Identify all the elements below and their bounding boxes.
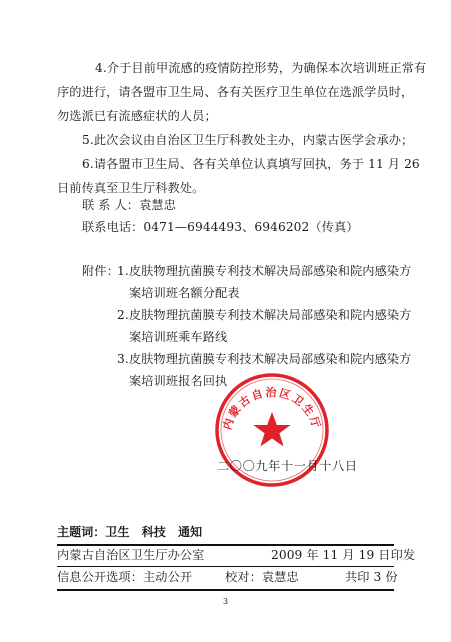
attachment-1-line-1: 1.皮肤物理抗菌膜专利技术解决局部感染和院内感染方 bbox=[117, 264, 412, 278]
print-copies: 共印 3 份 bbox=[345, 570, 398, 584]
document-date: 二〇〇九年十一月十八日 bbox=[217, 459, 358, 473]
subject-words: 主题词：卫生 科技 通知 bbox=[57, 525, 203, 539]
issuing-office: 内蒙古自治区卫生厅办公室 bbox=[57, 548, 205, 562]
paragraph-4-line-2: 序的进行，请各盟市卫生局、各有关医疗卫生单位在选派学员时， bbox=[57, 85, 414, 99]
contact-phone: 联系电话：0471—6944493、6946202（传真） bbox=[82, 220, 359, 234]
issue-date: 2009 年 11 月 19 日印发 bbox=[271, 548, 416, 562]
attachment-2-line-1: 2.皮肤物理抗菌膜专利技术解决局部感染和院内感染方 bbox=[117, 308, 412, 322]
footer-rule-middle bbox=[57, 566, 394, 567]
attachment-2-line-2: 案培训班乘车路线 bbox=[129, 330, 228, 344]
paragraph-6-line-1: 6.请各盟市卫生局、各有关单位认真填写回执，务于 11 月 26 bbox=[82, 157, 420, 171]
paragraph-4-line-3: 勿选派已有流感症状的人员； bbox=[57, 109, 217, 123]
seal-star-icon bbox=[253, 412, 290, 447]
attachment-3-line-2: 案培训班报名回执 bbox=[129, 374, 228, 388]
attachment-1-line-2: 案培训班名额分配表 bbox=[129, 286, 240, 300]
attachment-3-line-1: 3.皮肤物理抗菌膜专利技术解决局部感染和院内感染方 bbox=[117, 352, 412, 366]
paragraph-6-line-2: 日前传真至卫生厅科教处。 bbox=[57, 181, 205, 195]
paragraph-4-line-1: 4.介于目前甲流感的疫情防控形势，为确保本次培训班正常有 bbox=[95, 61, 427, 75]
contact-person: 联 系 人：袁慧忠 bbox=[82, 198, 176, 212]
disclosure-option: 信息公开选项：主动公开 bbox=[57, 570, 193, 584]
footer-rule-bottom bbox=[57, 589, 394, 591]
paragraph-5: 5.此次会议由自治区卫生厅科教处主办，内蒙古医学会承办； bbox=[82, 133, 414, 147]
attachments-label: 附件： bbox=[82, 264, 119, 278]
footer-rule-top bbox=[57, 544, 394, 546]
proofreader: 校对：袁慧忠 bbox=[225, 570, 299, 584]
page-number: 3 bbox=[222, 597, 229, 606]
seal-text: 内蒙古自治区卫生厅 bbox=[220, 386, 324, 432]
